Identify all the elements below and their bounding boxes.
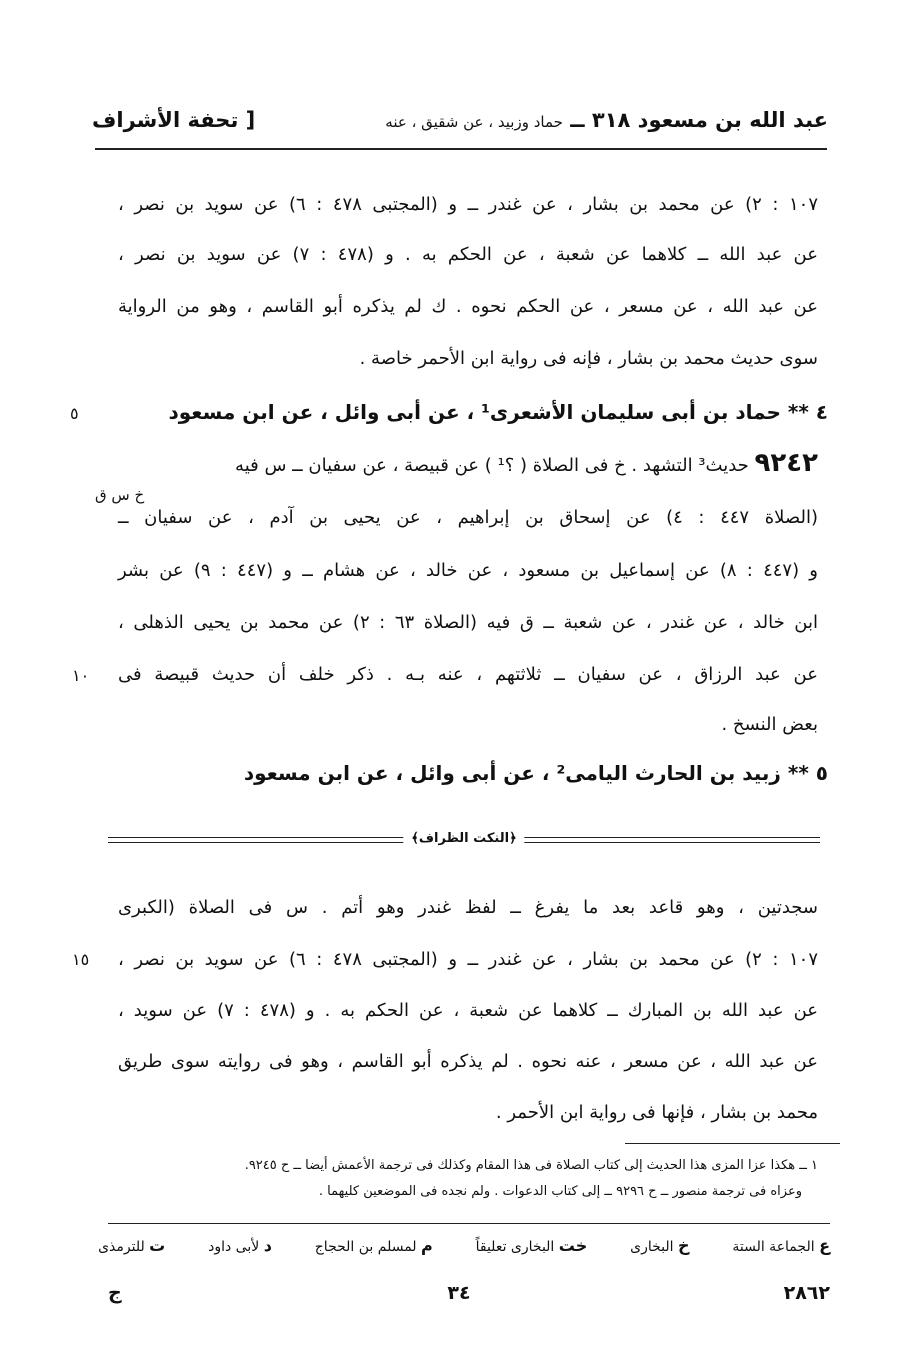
abbr-label: الجماعة الستة	[732, 1239, 815, 1255]
text-line: عن عبد الله ــ كلاهما عن شعبة ، عن الحكم به . و (٤٧٨ : ٧) عن سويد بن نصر ،	[118, 244, 818, 265]
section-divider	[108, 826, 820, 854]
margin-line-number: ٥	[70, 404, 79, 423]
abbr-label: للترمذى	[98, 1239, 145, 1255]
footer-letter: ج	[108, 1282, 122, 1304]
hadith-number: ٩٢٤٢	[754, 448, 818, 478]
margin-source-codes: خ س ق	[95, 486, 145, 504]
footer-number: ٢٨٦٢	[783, 1282, 830, 1304]
footnote-rule	[625, 1143, 840, 1144]
abbreviations-key	[98, 1236, 830, 1262]
abbr-code: ع	[819, 1236, 830, 1255]
entry-heading-4: ٤ ** حماد بن أبى سليمان الأشعرى¹ ، عن أبى وائل ، عن ابن مسعود	[168, 400, 828, 424]
margin-line-number: ١٥	[72, 950, 90, 969]
abbr-item	[732, 1236, 830, 1262]
abbr-code: خ	[677, 1236, 690, 1255]
margin-line-number: ١٠	[72, 666, 90, 685]
page-number: ٣٤	[447, 1282, 471, 1304]
footnote-line: ١ ــ هكذا عزا المزى هذا الحديث إلى كتاب الصلاة فى هذا المقام وكذلك فى ترجمة الأعمش أيضا ــ ح ٩٢٤٥.	[244, 1158, 818, 1173]
abbr-item	[315, 1236, 433, 1262]
hadith-entry-line	[235, 450, 818, 479]
text-line: ١٠٧ : ٢) عن محمد بن بشار ، عن غندر ــ و (المجتبى ٤٧٨ : ٦) عن سويد بن نصر ،	[118, 949, 818, 970]
footnote-line: وعزاه فى ترجمة منصور ــ ح ٩٢٩٦ ــ إلى كتاب الدعوات . ولم نجده فى الموضعين كليهما .	[318, 1184, 802, 1199]
abbreviations-rule	[108, 1223, 830, 1224]
header-title-main: عبد الله بن مسعود ٣١٨ ــ	[570, 108, 828, 132]
abbr-code: خت	[558, 1236, 588, 1255]
abbr-label: البخارى تعليقاً	[475, 1239, 555, 1255]
text-line: ابن خالد ، عن غندر ، عن شعبة ــ ق فيه (الصلاة ٦٣ : ٢) عن محمد بن يحيى الذهلى ،	[118, 612, 818, 633]
text-line: سوى حديث محمد بن بشار ، فإنه فى رواية ابن الأحمر خاصة .	[359, 348, 818, 369]
hadith-text: حديث³ التشهد . خ فى الصلاة ( ؟¹ ) عن قبيصة ، عن سفيان ــ س فيه	[235, 455, 749, 476]
abbr-label: البخارى	[630, 1239, 674, 1255]
text-line: (الصلاة ٤٤٧ : ٤) عن إسحاق بن إبراهيم ، عن يحيى بن آدم ، عن سفيان ــ	[118, 507, 818, 528]
text-line: بعض النسخ .	[721, 714, 818, 735]
abbr-code: م	[421, 1236, 433, 1255]
abbr-item	[208, 1236, 272, 1262]
abbr-item	[630, 1236, 689, 1262]
abbr-label: لمسلم بن الحجاج	[314, 1239, 417, 1255]
text-line: عن عبد الله بن المبارك ــ كلاهما عن شعبة ، عن الحكم به . و (٤٧٨ : ٧) عن سويد ،	[118, 1000, 819, 1021]
header-rule	[95, 148, 827, 150]
abbr-label: لأبى داود	[208, 1239, 260, 1255]
header-subtitle: حماد وزبيد ، عن شقيق ، عنه	[385, 113, 563, 131]
abbr-code: ت	[149, 1236, 166, 1255]
abbr-code: د	[263, 1236, 272, 1255]
text-line: محمد بن بشار ، فإنها فى رواية ابن الأحمر .	[495, 1102, 818, 1123]
abbr-item	[476, 1236, 588, 1262]
text-line: ١٠٧ : ٢) عن محمد بن بشار ، عن غندر ــ و (المجتبى ٤٧٨ : ٦) عن سويد بن نصر ،	[118, 194, 818, 215]
abbr-item	[98, 1236, 165, 1262]
text-line: سجدتين ، وهو قاعد بعد ما يفرغ ــ لفظ غندر وهو أتم . س فى الصلاة (الكبرى	[118, 897, 818, 918]
running-header	[92, 108, 828, 144]
text-line: عن عبد الله ، عن مسعر ، عن الحكم نحوه . ك لم يذكره أبو القاسم ، وهو من الرواية	[118, 296, 818, 317]
divider-label: ﴿النكت الظراف﴾	[403, 826, 524, 852]
text-line: عن عبد الرزاق ، عن سفيان ــ ثلاثتهم ، عنه بـه . ذكر خلف أن حديث قبيصة فى	[118, 664, 818, 685]
divider-label-text: النكت الظراف	[418, 831, 510, 846]
header-chapter-title	[385, 108, 828, 132]
entry-heading-5: ٥ ** زبيد بن الحارث اليامى² ، عن أبى وائل ، عن ابن مسعود	[243, 761, 828, 785]
header-book-title: [ تحفة الأشراف	[92, 108, 256, 132]
text-line: و (٤٤٧ : ٨) عن إسماعيل بن مسعود ، عن خالد ، عن هشام ــ و (٤٤٧ : ٩) عن بشر	[118, 560, 818, 581]
text-line: عن عبد الله ، عن مسعر ، عنه نحوه . لم يذكره أبو القاسم ، وهو فى روايته سوى طريق	[118, 1051, 818, 1072]
